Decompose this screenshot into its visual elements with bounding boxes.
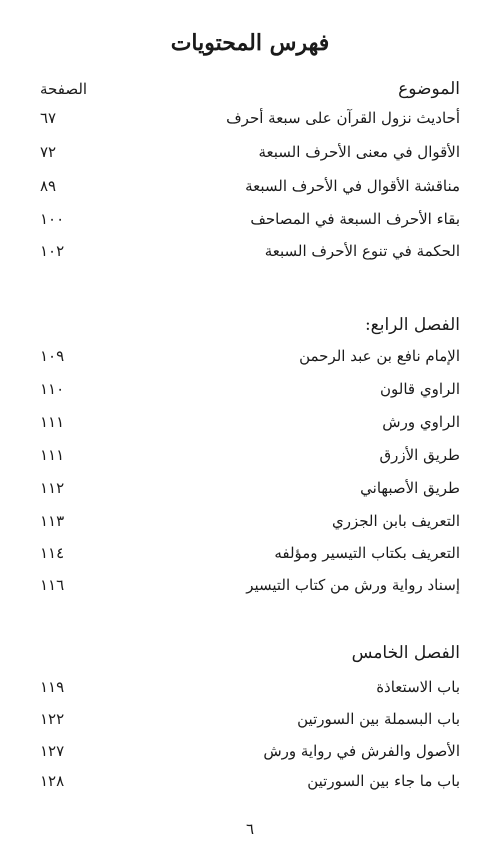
toc-entry — [40, 674, 460, 700]
chapter-heading — [40, 640, 460, 666]
toc-entry — [40, 475, 460, 501]
toc-entry-title: طريق الأصبهاني — [360, 479, 460, 497]
toc-entry-page: ١١٠ — [40, 380, 65, 398]
toc-entry-page: ١١١ — [40, 446, 65, 464]
toc-entry-page: ١١١ — [40, 413, 65, 431]
column-headers — [40, 76, 460, 102]
toc-entry-title: التعريف بابن الجزري — [331, 512, 460, 530]
toc-entry — [40, 173, 460, 199]
toc-entry-title: الأقوال في معنى الأحرف السبعة — [258, 143, 460, 161]
toc-entry — [40, 238, 460, 264]
toc-entry — [40, 572, 460, 598]
toc-entry-page: ١٠٩ — [40, 347, 65, 365]
toc-entry-title: الإمام نافع بن عبد الرحمن — [299, 347, 460, 365]
toc-entry — [40, 409, 460, 435]
toc-entry-page: ٧٢ — [40, 143, 57, 161]
page-column-header: الصفحة — [40, 80, 88, 98]
toc-entry-title: مناقشة الأقوال في الأحرف السبعة — [245, 177, 460, 195]
toc-entry — [40, 706, 460, 732]
toc-entry-title: أحاديث نزول القرآن على سبعة أحرف — [226, 109, 460, 127]
toc-entry-page: ١١٢ — [40, 479, 65, 497]
toc-entry — [40, 105, 460, 131]
chapter-heading — [40, 312, 460, 338]
toc-entry-page: ١٠٠ — [40, 210, 65, 228]
chapter-4-heading: الفصل الرابع: — [364, 315, 460, 335]
toc-entry — [40, 139, 460, 165]
toc-entry-page: ٦٧ — [40, 109, 57, 127]
toc-entry-page: ١١٣ — [40, 512, 65, 530]
toc-entry-title: الحكمة في تنوع الأحرف السبعة — [264, 242, 460, 260]
chapter-5-heading: الفصل الخامس — [351, 643, 460, 663]
page-number: ٦ — [245, 820, 255, 838]
toc-entry-title: الأصول والفرش في رواية ورش — [263, 742, 460, 760]
toc-entry — [40, 442, 460, 468]
toc-entry — [40, 540, 460, 566]
toc-entry — [40, 508, 460, 534]
page-title: فهرس المحتويات — [170, 30, 330, 56]
toc-entry — [40, 206, 460, 232]
toc-entry — [40, 376, 460, 402]
toc-entry-page: ١١٦ — [40, 576, 65, 594]
toc-entry-page: ١٢٢ — [40, 710, 65, 728]
toc-entry-title: الراوي ورش — [382, 413, 460, 431]
toc-entry-title: باب الاستعاذة — [376, 678, 460, 696]
toc-entry-title: باب ما جاء بين السورتين — [307, 772, 460, 790]
toc-entry-page: ١١٤ — [40, 544, 65, 562]
topic-column-header: الموضوع — [398, 79, 460, 99]
toc-entry-page: ١١٩ — [40, 678, 65, 696]
toc-entry-title: الراوي قالون — [379, 380, 460, 398]
toc-entry-page: ٨٩ — [40, 177, 57, 195]
toc-entry — [40, 768, 460, 794]
toc-entry-title: بقاء الأحرف السبعة في المصاحف — [250, 210, 460, 228]
toc-entry-page: ١٢٧ — [40, 742, 65, 760]
toc-entry — [40, 343, 460, 369]
toc-entry-title: التعريف بكتاب التيسير ومؤلفه — [274, 544, 460, 562]
toc-entry — [40, 738, 460, 764]
toc-entry-title: إسناد رواية ورش من كتاب التيسير — [246, 576, 460, 594]
toc-entry-page: ١٢٨ — [40, 772, 65, 790]
toc-entry-title: باب البسملة بين السورتين — [297, 710, 460, 728]
toc-entry-page: ١٠٢ — [40, 242, 65, 260]
toc-entry-title: طريق الأزرق — [379, 446, 460, 464]
